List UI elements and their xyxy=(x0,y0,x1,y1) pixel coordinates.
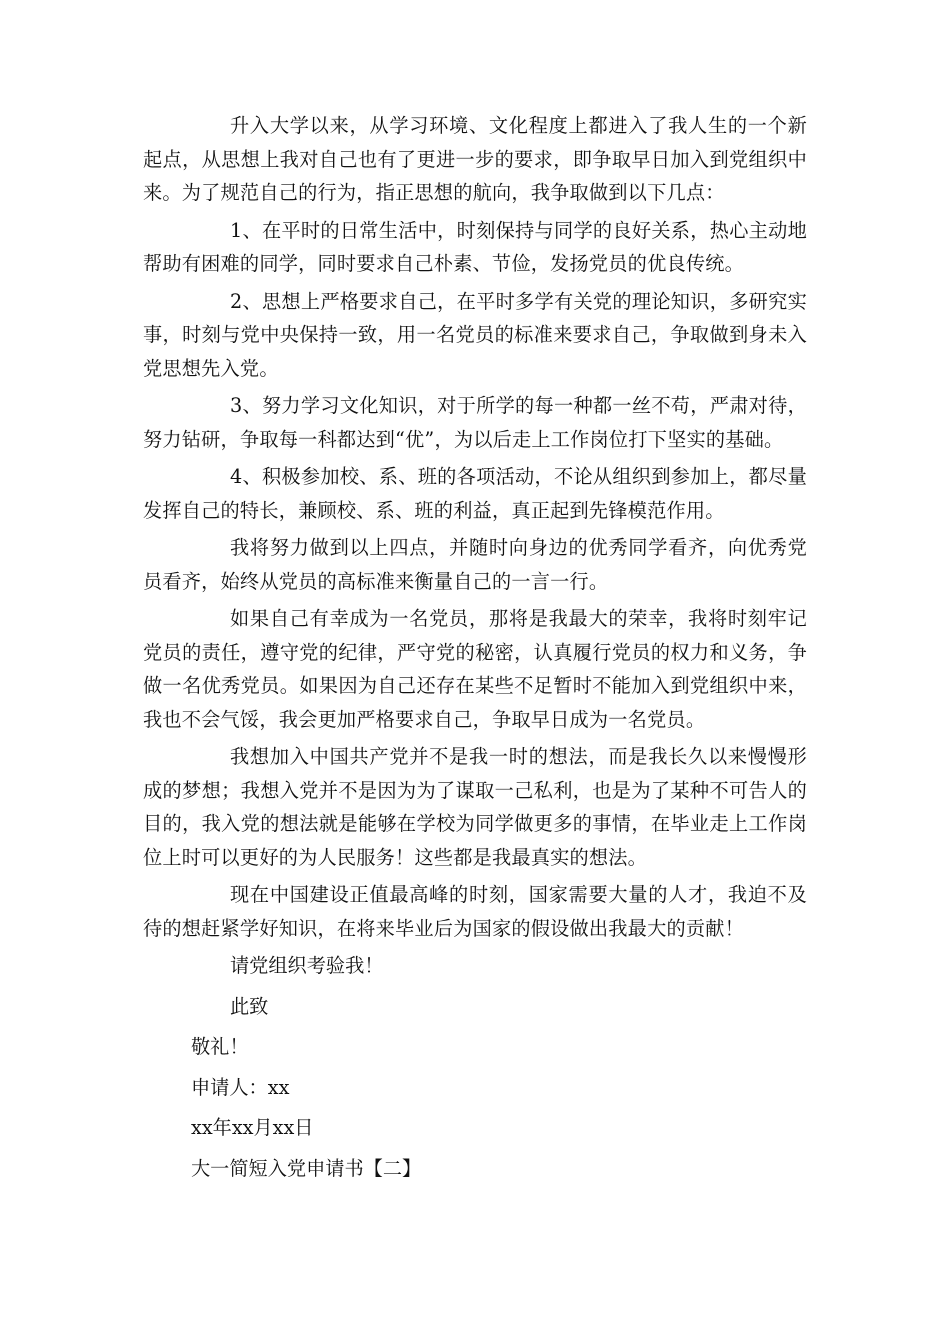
paragraph-point-3: 3、努力学习文化知识，对于所学的每一种都一丝不苟，严肃对待，努力钻研，争取每一科都达到“优”，为以后走上工作岗位打下坚实的基础。 xyxy=(143,394,807,451)
paragraph-dream: 我想加入中国共产党并不是我一时的想法，而是我长久以来慢慢形成的梦想；我想入党并不是因为为了谋取一己私利，也是为了某种不可告人的目的，我入党的想法就是能够在学校为同学做更多的事情，在毕业走上工作岗位上时可以更好的为人民服务！这些都是我最真实的想法。 xyxy=(143,745,807,869)
paragraph-honor: 如果自己有幸成为一名党员，那将是我最大的荣幸，我将时刻牢记党员的责任，遵守党的纪律，严守党的秘密，认真履行党员的权力和义务，争做一名优秀党员。如果因为自己还存在某些不足暂时不能加入到党组织中来，我也不会气馁，我会更加严格要求自己，争取早日成为一名党员。 xyxy=(143,607,807,731)
paragraph-contribution: 现在中国建设正值最高峰的时刻，国家需要大量的人才，我迫不及待的想赶紧学好知识，在将来毕业后为国家的假设做出我最大的贡献！ xyxy=(143,883,807,940)
closing-zhici: 此致 xyxy=(230,994,269,1018)
paragraph-point-1: 1、在平时的日常生活中，时刻保持与同学的良好关系，热心主动地帮助有困难的同学，同时要求自己朴素、节俭，发扬党员的优良传统。 xyxy=(143,218,807,275)
applicant-signature: 申请人：xx xyxy=(191,1075,290,1099)
paragraph-commitment: 我将努力做到以上四点，并随时向身边的优秀同学看齐，向优秀党员看齐，始终从党员的高标准来衡量自己的一言一行。 xyxy=(143,536,807,593)
paragraph-point-4: 4、积极参加校、系、班的各项活动，不论从组织到参加上，都尽量发挥自己的特长，兼顾校、系、班的利益，真正起到先锋模范作用。 xyxy=(143,465,807,522)
paragraph-point-2: 2、思想上严格要求自己，在平时多学有关党的理论知识，多研究实事，时刻与党中央保持一致，用一名党员的标准来要求自己，争取做到身未入党思想先入党。 xyxy=(143,289,807,380)
application-date: xx年xx月xx日 xyxy=(191,1116,314,1139)
next-section-title: 大一简短入党申请书【二】 xyxy=(191,1156,422,1180)
salutation: 敬礼！ xyxy=(191,1035,249,1058)
closing-request: 请党组织考验我！ xyxy=(230,954,384,977)
paragraph-intro: 升入大学以来，从学习环境、文化程度上都进入了我人生的一个新起点，从思想上我对自己也有了更进一步的要求，即争取早日加入到党组织中来。为了规范自己的行为，指正思想的航向，我争取做到以下几点： xyxy=(143,114,807,204)
application-letter xyxy=(143,109,807,1185)
